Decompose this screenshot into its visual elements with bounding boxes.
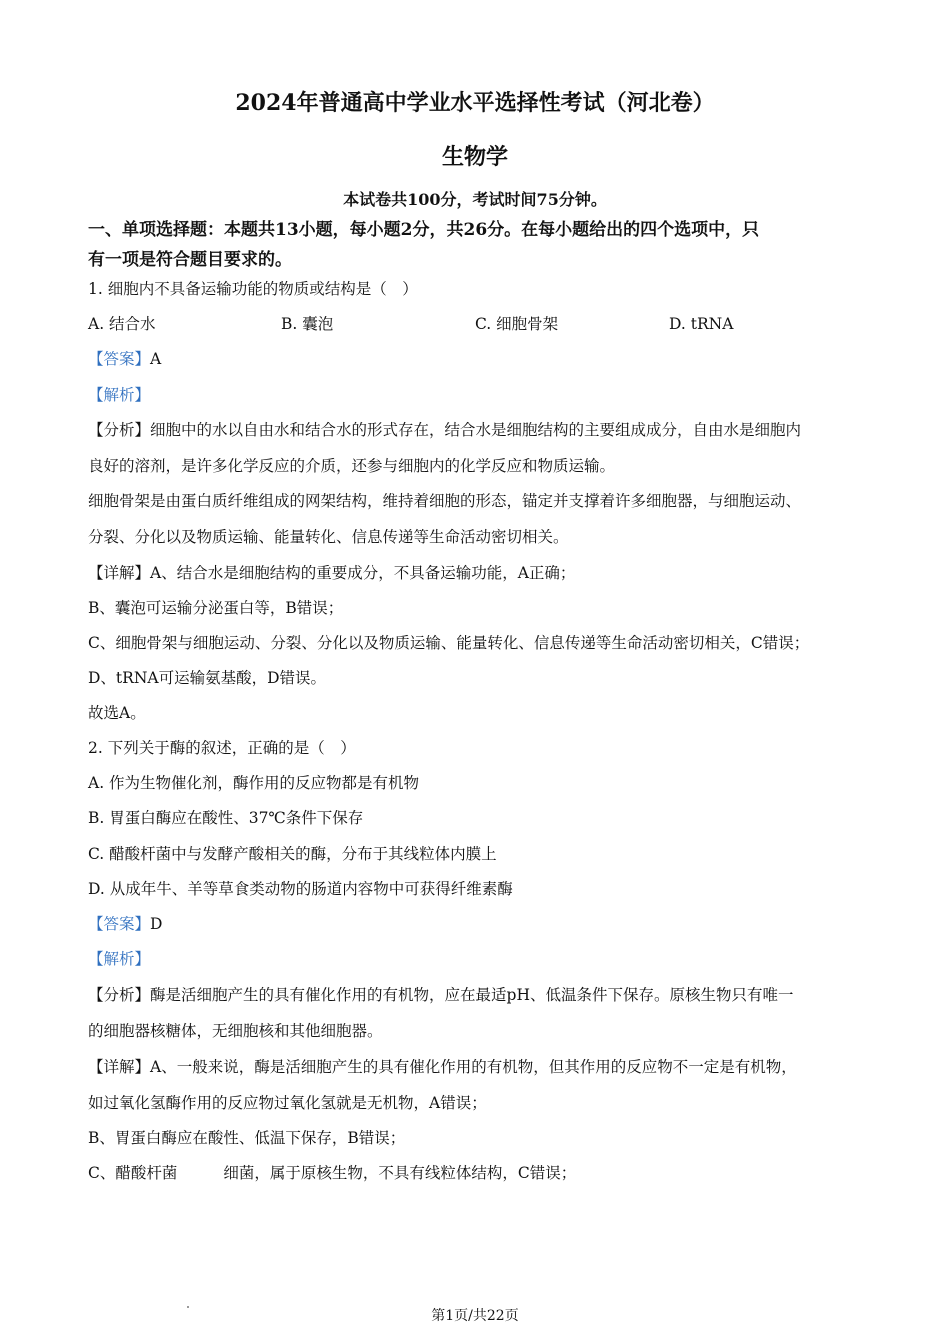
q2-analysis-text1: 酶是活细胞产生的具有催化作用的有机物，应在最适pH、低温条件下保存。原核生物只有唯一 bbox=[150, 986, 794, 1004]
exam-title: 2024年普通高中学业水平选择性考试（河北卷） bbox=[235, 90, 715, 116]
q1-detail-b: B、囊泡可运输分泌蛋白等，B错误； bbox=[88, 599, 344, 617]
q1-analysis-line1 bbox=[88, 419, 801, 441]
q2-detail-b: B、胃蛋白酶应在酸性、低温下保存，B错误； bbox=[88, 1129, 406, 1147]
q1-conclusion: 故选A。 bbox=[88, 704, 146, 722]
q1-option-a: A. 结合水 bbox=[88, 315, 156, 333]
q1-detail-a bbox=[88, 562, 575, 584]
q2-explain-label bbox=[88, 948, 150, 970]
section-heading-line2: 有一项是符合题目要求的。 bbox=[88, 250, 292, 270]
q1-analysis-text1: 细胞中的水以自由水和结合水的形式存在，结合水是细胞结构的主要组成成分，自由水是细胞内 bbox=[150, 421, 802, 439]
q1-stem: 1. 细胞内不具备运输功能的物质或结构是（ ） bbox=[88, 280, 418, 298]
q2-option-c: C. 醋酸杆菌中与发酵产酸相关的酶，分布于其线粒体内膜上 bbox=[88, 845, 497, 863]
detail-label: 【详解】 bbox=[88, 1058, 151, 1076]
subject-title: 生物学 bbox=[441, 144, 508, 170]
analysis-label: 【分析】 bbox=[88, 986, 151, 1004]
q1-analysis-line3: 细胞骨架是由蛋白质纤维组成的网架结构，维持着细胞的形态，锚定并支撑着许多细胞器，与细胞运动、 bbox=[88, 492, 802, 510]
exam-info: 本试卷共100分，考试时间75分钟。 bbox=[343, 190, 607, 209]
answer-label: 【答案】 bbox=[88, 915, 151, 933]
q2-answer-value: D bbox=[150, 915, 163, 933]
q2-analysis-line1 bbox=[88, 984, 793, 1006]
q2-answer bbox=[88, 913, 162, 935]
q2-option-a: A. 作为生物催化剂，酶作用的反应物都是有机物 bbox=[88, 774, 420, 792]
q2-detail-a-line1 bbox=[88, 1056, 797, 1078]
q1-detail-c: C、细胞骨架与细胞运动、分裂、分化以及物质运输、能量转化、信息传递等生命活动密切相关，C错误； bbox=[88, 634, 810, 652]
q2-analysis-line2: 的细胞器核糖体，无细胞核和其他细胞器。 bbox=[88, 1022, 383, 1040]
q2-detail-c-part1: C、醋酸杆菌 bbox=[88, 1164, 178, 1182]
explain-label: 【解析】 bbox=[88, 386, 151, 404]
q2-stem: 2. 下列关于酶的叙述，正确的是（ ） bbox=[88, 739, 356, 757]
q1-answer-value: A bbox=[150, 350, 162, 368]
q2-detail-c bbox=[88, 1162, 576, 1184]
q2-detail-a-text: A、一般来说，酶是活细胞产生的具有催化作用的有机物，但其作用的反应物不一定是有机物， bbox=[150, 1058, 797, 1076]
q1-option-d: D. tRNA bbox=[669, 315, 734, 333]
q1-answer bbox=[88, 348, 161, 370]
q2-detail-c-part2: 细菌，属于原核生物，不具有线粒体结构，C错误； bbox=[223, 1164, 577, 1182]
q2-option-b: B. 胃蛋白酶应在酸性、37℃条件下保存 bbox=[88, 809, 364, 827]
answer-label: 【答案】 bbox=[88, 350, 151, 368]
analysis-label: 【分析】 bbox=[88, 421, 151, 439]
detail-label: 【详解】 bbox=[88, 564, 151, 582]
q1-detail-a-text: A、结合水是细胞结构的重要成分，不具备运输功能，A正确； bbox=[150, 564, 576, 582]
q2-option-d: D. 从成年牛、羊等草食类动物的肠道内容物中可获得纤维素酶 bbox=[88, 880, 513, 898]
q1-analysis-line4: 分裂、分化以及物质运输、能量转化、信息传递等生命活动密切相关。 bbox=[88, 528, 569, 546]
section-heading-line1: 一、单项选择题：本题共13小题，每小题2分，共26分。在每小题给出的四个选项中，只 bbox=[88, 220, 760, 240]
q1-option-b: B. 囊泡 bbox=[281, 315, 334, 333]
q1-explain-label bbox=[88, 384, 150, 406]
page-footer: 第1页/共22页 bbox=[431, 1308, 519, 1324]
q1-analysis-line2: 良好的溶剂，是许多化学反应的介质，还参与细胞内的化学反应和物质运输。 bbox=[88, 457, 616, 475]
explain-label: 【解析】 bbox=[88, 950, 151, 968]
q2-detail-a-line2: 如过氧化氢酶作用的反应物过氧化氢就是无机物，A错误； bbox=[88, 1094, 487, 1112]
q1-option-c: C. 细胞骨架 bbox=[475, 315, 559, 333]
q1-detail-d: D、tRNA可运输氨基酸，D错误。 bbox=[88, 669, 327, 687]
